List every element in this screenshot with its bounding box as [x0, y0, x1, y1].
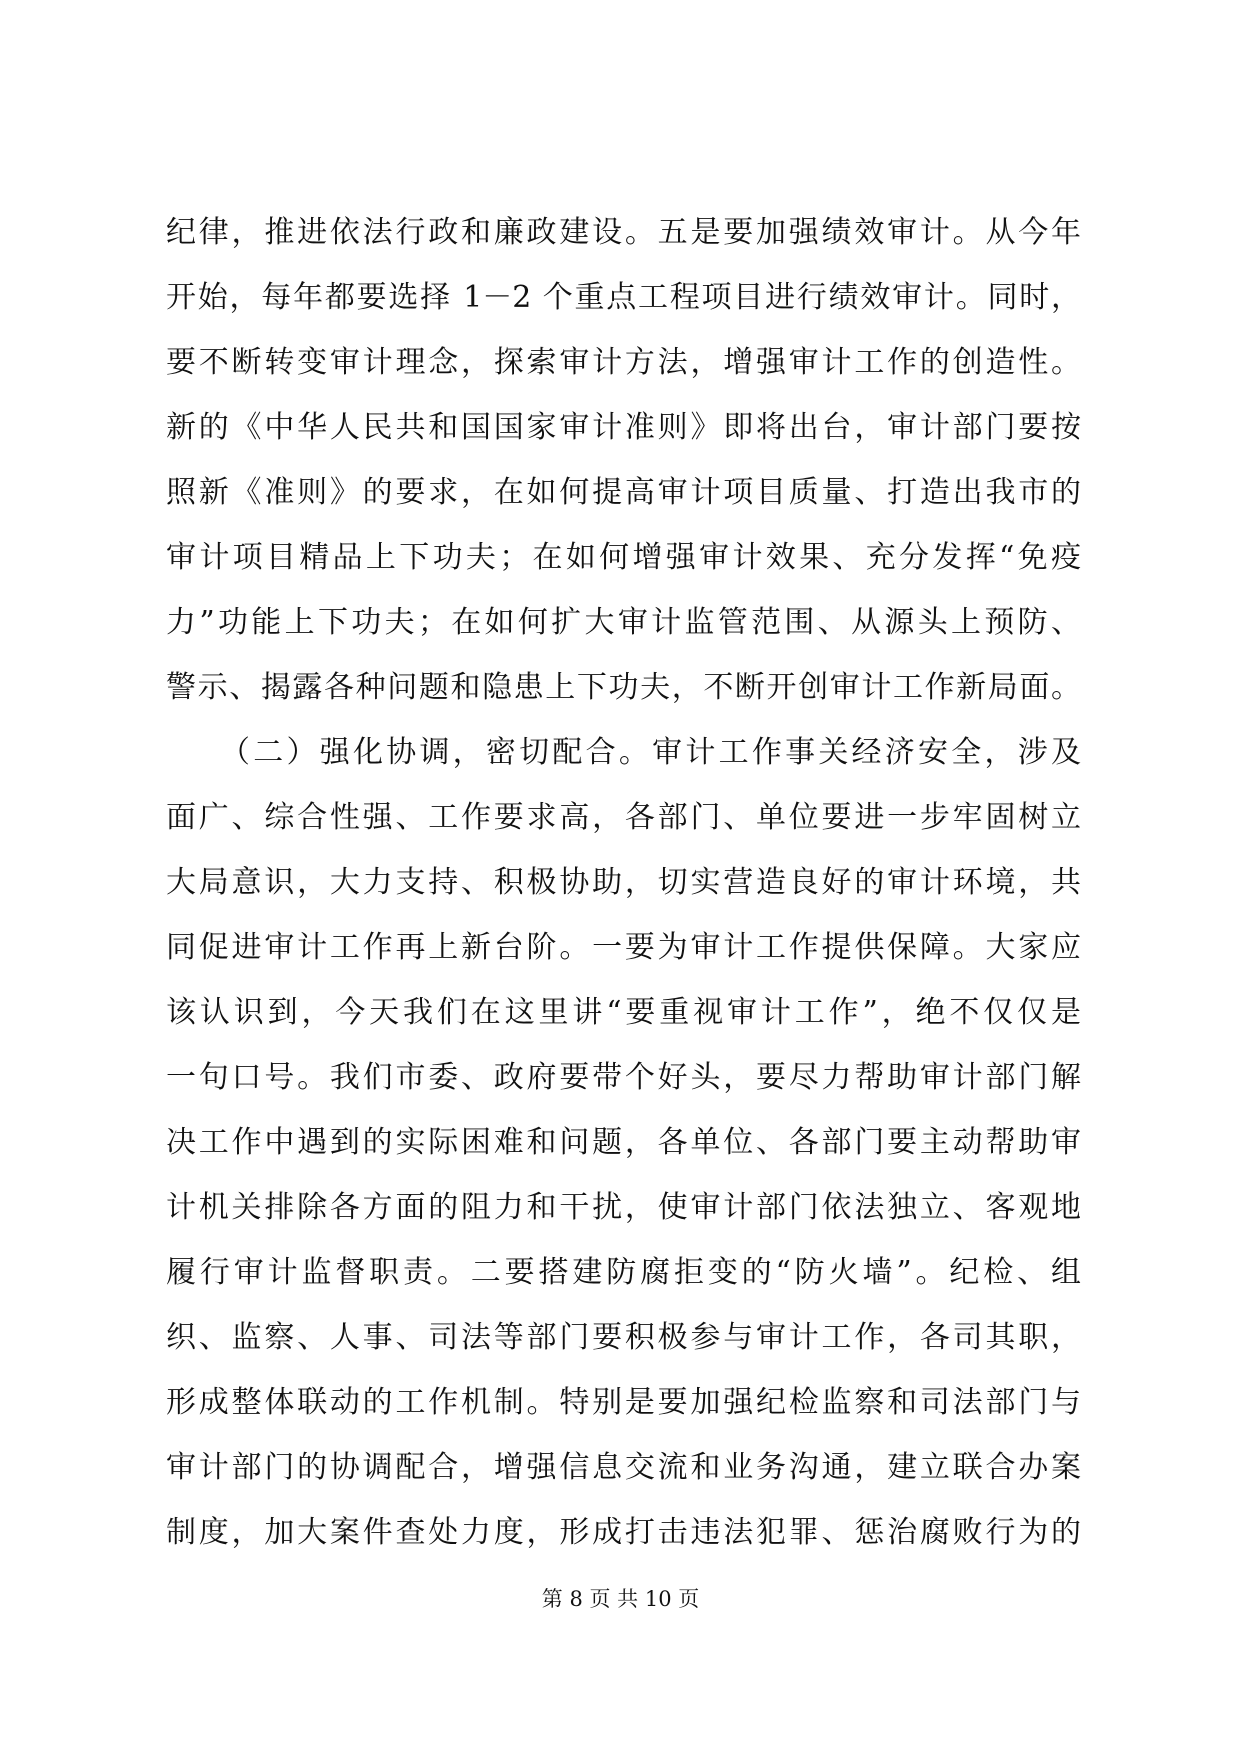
text-line: 力”功能上下功夫；在如何扩大审计监管范围、从源头上预防、 — [166, 605, 1081, 640]
text-line: 警示、揭露各种问题和隐患上下功夫，不断开创审计工作新局面。 — [166, 670, 1081, 705]
text-line: 该认识到，今天我们在这里讲“要重视审计工作”，绝不仅仅是 — [166, 995, 1081, 1030]
text-line: 照新《准则》的要求，在如何提高审计项目质量、打造出我市的 — [166, 475, 1081, 510]
text-line: 面广、综合性强、工作要求高，各部门、单位要进一步牢固树立 — [166, 800, 1081, 835]
text-line: 纪律，推进依法行政和廉政建设。五是要加强绩效审计。从今年 — [166, 215, 1081, 250]
body-text — [166, 200, 1081, 1565]
text-line: 计机关排除各方面的阻力和干扰，使审计部门依法独立、客观地 — [166, 1190, 1081, 1225]
text-line: 履行审计监督职责。二要搭建防腐拒变的“防火墙”。纪检、组 — [166, 1255, 1081, 1290]
text-line: 一句口号。我们市委、政府要带个好头，要尽力帮助审计部门解 — [166, 1060, 1081, 1095]
text-line: 决工作中遇到的实际困难和问题，各单位、各部门要主动帮助审 — [166, 1125, 1081, 1160]
page-number-footer: 第 8 页 共 10 页 — [541, 1587, 700, 1611]
text-line: 要不断转变审计理念，探索审计方法，增强审计工作的创造性。 — [166, 345, 1081, 380]
text-line: 新的《中华人民共和国国家审计准则》即将出台，审计部门要按 — [166, 410, 1081, 445]
text-line: 制度，加大案件查处力度，形成打击违法犯罪、惩治腐败行为的 — [166, 1515, 1081, 1550]
text-line: 大局意识，大力支持、积极协助，切实营造良好的审计环境，共 — [166, 865, 1081, 900]
text-line: 形成整体联动的工作机制。特别是要加强纪检监察和司法部门与 — [166, 1385, 1081, 1420]
text-line: 开始，每年都要选择 1－2 个重点工程项目进行绩效审计。同时， — [166, 280, 1081, 315]
text-line: 审计部门的协调配合，增强信息交流和业务沟通，建立联合办案 — [166, 1450, 1081, 1485]
text-line: 同促进审计工作再上新台阶。一要为审计工作提供保障。大家应 — [166, 930, 1081, 965]
text-line: 审计项目精品上下功夫；在如何增强审计效果、充分发挥“免疫 — [166, 540, 1081, 575]
paragraph-heading-line: （二）强化协调，密切配合。审计工作事关经济安全，涉及 — [220, 735, 1081, 770]
text-line: 织、监察、人事、司法等部门要积极参与审计工作，各司其职， — [166, 1320, 1081, 1355]
